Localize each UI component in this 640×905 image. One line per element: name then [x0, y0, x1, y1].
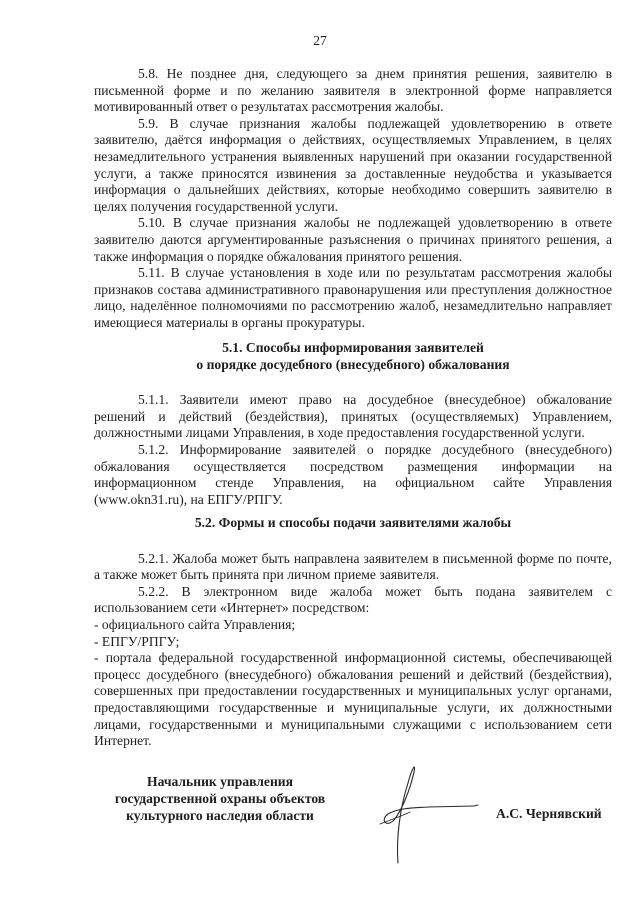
signature-title-line2: государственной охраны объектов: [114, 791, 326, 806]
list-item-official-site: - официального сайта Управления;: [94, 616, 296, 632]
paragraph-5-1-1: 5.1.1. Заявители имеют право на досудебное (внесудебное) обжалование решений и действий (бездействия), принятых (осуществляемых) Управлением, должностными лицами Управления, в ходе предоставления государственной услуги.: [94, 392, 612, 441]
paragraph-5-1-2: 5.1.2. Информирование заявителей о порядке досудебного (внесудебного) обжалования осуществляется посредством размещения информации на информационном стенде Управления, на официальном сайте Управления (www.okn31.ru), на ЕПГУ/РПГУ.: [94, 441, 612, 507]
list-item-epgu: - ЕПГУ/РПГУ;: [94, 633, 180, 649]
paragraph-5-2-2: 5.2.2. В электронном виде жалоба может быть подана заявителем с использованием сети «Интернет» посредством:: [94, 583, 612, 616]
signature-title: [100, 773, 340, 824]
list-item-portal: - портала федеральной государственной информационной системы, обеспечивающей процесс досудебного (внесудебного) обжалования решений и действий (бездействия), совершенных при предоставлении государственных и муниципальных услуг органами, предоставляющими государственные и муниципальные услуги, их должностными лицами, государственными и муниципальными служащими с использованием сети Интернет.: [94, 650, 612, 749]
signatory-name: А.С. Чернявский: [496, 806, 602, 821]
section-5-1-heading-line2: о порядке досудебного (внесудебного) обжалования: [196, 356, 510, 372]
page-number: 27: [313, 33, 327, 48]
signature-title-line3: культурного наследия области: [126, 808, 314, 823]
section-5-2: [94, 515, 612, 750]
paragraph-5-8: 5.8. Не позднее дня, следующего за днем принятия решения, заявителю в письменной форме и по желанию заявителя в электронной форме направляется мотивированный ответ о результатах рассмотрения жалобы.: [94, 66, 612, 115]
paragraph-5-9: 5.9. В случае признания жалобы подлежащей удовлетворению в ответе заявителю, даётся информация о действиях, осуществляемых Управлением, в целях незамедлительного устранения выявленных нарушений при оказании государственной услуги, а также приносятся извинения за доставленные неудобства и указывается информация о дальнейших действиях, которые необходимо совершить заявителю в целях получения государственной услуги.: [94, 115, 612, 214]
paragraph-5-11: 5.11. В случае установления в ходе или по результатам рассмотрения жалобы признаков состава административного правонарушения или преступления должностное лицо, наделённое полномочиями по рассмотрению жалоб, незамедлительно направляет имеющиеся материалы в органы прокуратуры.: [94, 265, 612, 330]
handwritten-signature: [350, 758, 490, 868]
paragraphs-top: [94, 66, 612, 332]
section-5-1: [94, 340, 612, 508]
section-5-2-heading: 5.2. Формы и способы подачи заявителями жалобы: [194, 515, 512, 530]
signature-title-line1: Начальник управления: [147, 774, 293, 789]
section-5-1-heading-line1: 5.1. Способы информирования заявителей: [222, 340, 484, 355]
paragraph-5-2-1: 5.2.1. Жалоба может быть направлена заявителем в письменной форме по почте, а также может быть принята при личном приеме заявителя.: [94, 550, 612, 583]
paragraph-5-10: 5.10. В случае признания жалобы не подлежащей удовлетворению в ответе заявителю даются аргументированные разъяснения о причинах принятого решения, а также информация о порядке обжалования принятого решения.: [94, 215, 612, 264]
